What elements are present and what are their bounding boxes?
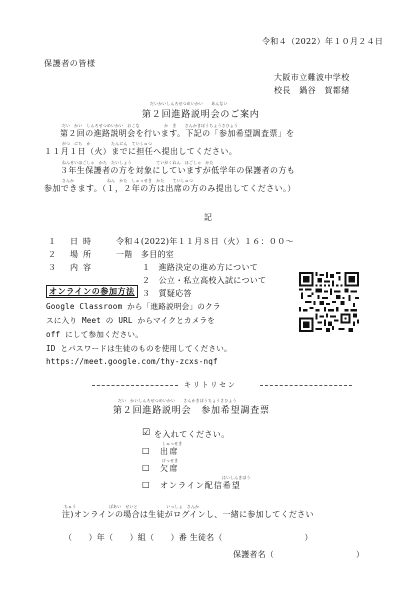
online-checkbox[interactable]: □: [142, 480, 150, 489]
document-date: 令和４（2022）年１０月２４日: [262, 37, 384, 46]
online-line-1: Google Classroom から「進路説明会」のクラ: [46, 302, 221, 311]
page-title: 第２回進路説明会のご案内: [142, 110, 260, 120]
body-line-4: 参加できます。（１，２年の方は出席の方のみ提出してください。）: [44, 184, 296, 193]
detail-label: 内容: [70, 263, 96, 272]
recipient: 保護者の皆様: [44, 59, 96, 68]
content-item: ２ 公立・私立高校入試について: [142, 276, 267, 285]
title-ruby: だいかいしんろせつめいかい あんない: [150, 101, 228, 106]
online-line-2: スに入り Meet の URL からマイクとカメラを: [46, 316, 216, 325]
attend-checkbox[interactable]: □: [142, 446, 150, 455]
detail-number: ２: [48, 250, 57, 259]
cut-line-left: [92, 385, 178, 386]
body-line-1: 第２回の進路説明会を行います。下記の「参加希望調査票」を: [60, 129, 295, 138]
online-label: オンライン配信希望: [160, 481, 241, 490]
principal-name: 校長 鍋谷 賀都緒: [274, 86, 350, 95]
online-line-4: ID とパスワードは生徒のものを使用してください。: [46, 344, 232, 353]
online-ruby: はいしんきぼう: [222, 475, 251, 480]
absent-checkbox[interactable]: □: [142, 463, 150, 472]
attend-ruby: しゅっせき: [162, 441, 183, 446]
student-info-line[interactable]: （ ）年（ ）組（ ）番 生徒名（ ）: [64, 533, 313, 542]
guardian-name-line[interactable]: 保護者名（ ）: [233, 550, 365, 559]
cut-line-label: キリトリセン: [184, 381, 237, 389]
detail-value: 令和４(2022)年１１月８日（火）１６：００～: [116, 237, 294, 246]
attend-label: 出席: [160, 447, 179, 456]
body-line-3: ３年生保護者の方を対象にしていますが低学年の保護者の方も: [60, 166, 296, 175]
form-title-ruby: だい かいしんろせつめいかい さんかきぼうちょうさひょう: [118, 398, 237, 403]
body-ruby-4: さんか ねん かた しゅっせき かた ていしゅつ: [62, 178, 194, 183]
content-item: ３ 質疑応答: [142, 289, 192, 298]
absent-ruby: けっせき: [162, 458, 179, 463]
body-ruby-3: ねんせいほごしゃ かた たいしょう ていがくねん ほごしゃ かた: [62, 160, 214, 165]
meet-url[interactable]: https://meet.google.com/thy-zcxs-nqf: [46, 357, 218, 366]
detail-label: 場所: [70, 250, 96, 259]
form-note: 注)オンラインの場合は生徒がログインし、一緒に参加してください: [62, 510, 314, 519]
absent-label: 欠席: [160, 464, 179, 473]
detail-number: １: [48, 237, 57, 246]
qr-code[interactable]: [299, 272, 359, 332]
school-name: 大阪市立難波中学校: [274, 73, 350, 82]
detail-value: １ 進路決定の進め方について: [142, 263, 259, 272]
body-ruby-2: がつ にち か たんにん ていしゅつ: [62, 141, 153, 146]
body-ruby-1: だい かい しんろせつめいかい おこな か き さんかきぼうちょうさひょう: [62, 123, 239, 128]
detail-value: 一階 多目的室: [116, 250, 175, 259]
form-title: 第２回進路説明会 参加希望調査票: [113, 406, 270, 416]
online-line-3: off にして参加ください。: [46, 330, 144, 339]
check-mark-icon: ☑: [142, 428, 151, 438]
form-instruction: を入れてください。: [154, 430, 230, 439]
online-heading: オンラインの参加方法: [46, 285, 138, 298]
detail-number: ３: [48, 263, 57, 272]
ki-heading: 記: [204, 213, 212, 222]
detail-label: 日時: [70, 237, 96, 246]
body-line-2: １１月１日（火）までに担任へ提出してください。: [44, 147, 238, 156]
cut-line-right: [260, 385, 352, 386]
note-ruby: ちゅう ばあい せいと いっしょ さんか: [64, 504, 200, 509]
